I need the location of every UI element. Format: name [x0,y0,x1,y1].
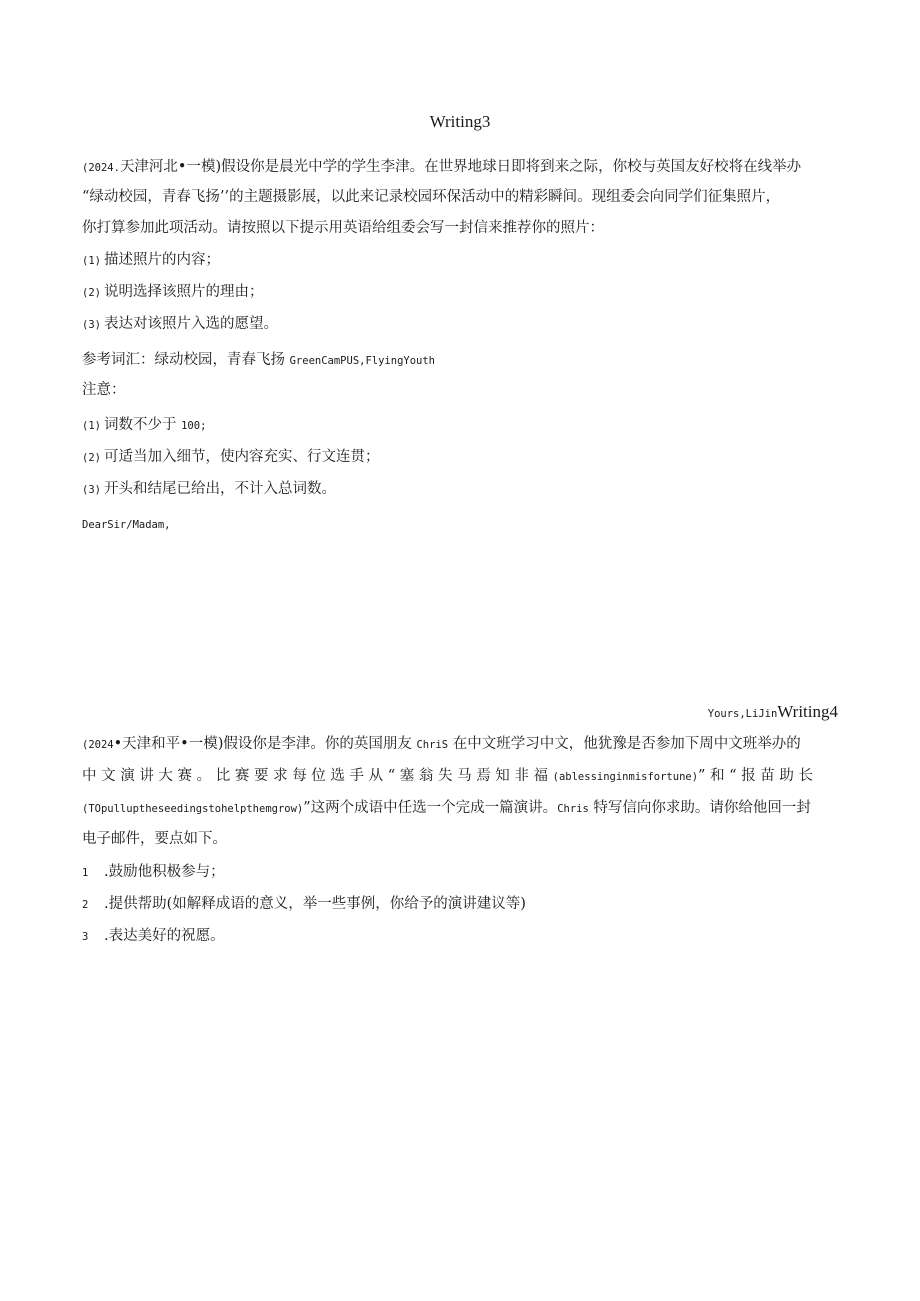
writing4-prompt-text-2b: ” 和 “ 报 苗 助 长 [698,768,814,784]
writing3-point-1 [82,249,842,272]
writing3-prompt-line-3: 你打算参加此项活动。请按照以下提示用英语给组委会写一封信来推荐你的照片： [82,220,604,236]
writing3-note-3 [82,478,842,501]
writing4-prompt-line-2 [82,765,842,788]
list-text: 词数不少于 [104,417,177,433]
list-number: (1) [82,255,101,267]
writing3-prompt-text-1: 天津河北•一模)假设你是晨光中学的学生李津。在世界地球日即将到来之际，你校与英国友好校将在线举办 [119,159,802,175]
word-count: 100; [181,420,207,432]
writing3-prompt-line-2: “绿动校园，青春飞扬’’的主题摄影展，以此来记录校园环保活动中的精彩瞬间。现组委会向同学们征集照片， [82,189,781,205]
list-text: .提供帮助(如解释成语的意义，举一些事例，你给予的演讲建议等) [104,896,526,912]
writing3-source-year: (2024. [82,162,120,174]
writing3-note-2 [82,446,842,469]
writing3-note-label: 注意： [82,382,126,398]
writing4-source-year: (2024 [82,739,114,751]
list-number: 3 [82,931,89,943]
vocab-english: GreenCamPUS,FlyingYouth [289,355,436,367]
writing4-prompt-line-1 [82,733,842,756]
friend-name: Chris [557,803,589,815]
list-number: 2 [82,899,89,911]
list-text: .鼓励他积极参与； [104,864,225,880]
list-text: .表达美好的祝愿。 [104,928,225,944]
writing4-prompt-text-3b: 特写信向你求助。请你给他回一封 [593,800,811,816]
vocab-label: 参考词汇：绿动校园，青春飞扬 [82,352,285,368]
writing4-point-2 [82,893,842,916]
list-number: 1 [82,867,89,879]
writing4-point-3 [82,925,842,948]
idiom-2-english: (TOpulluptheseedingstohelpthemgrow) [82,803,304,815]
writing4-prompt-text-3a: ”这两个成语中任选一个完成一篇演讲。 [303,800,558,816]
writing4-title: Writing4 [777,702,838,721]
list-number: (1) [82,420,101,432]
list-number: (2) [82,452,101,464]
writing4-point-1 [82,861,842,884]
writing3-vocab [82,349,842,372]
writing4-prompt-line-4: 电子邮件，要点如下。 [82,831,227,847]
list-text: 说明选择该照片的理由； [104,284,264,300]
writing4-prompt-line-3 [82,797,842,820]
list-text: 描述照片的内容； [104,252,220,268]
writing4-prompt-text-1b: 在中文班学习中文，他犹豫是否参加下周中文班举办的 [452,736,801,752]
list-number: (2) [82,287,101,299]
list-number: (3) [82,319,101,331]
writing3-title: Writing3 [429,112,491,131]
list-number: (3) [82,484,101,496]
friend-name: ChriS [416,739,449,751]
letter-closing: Yours,LiJin [707,708,778,720]
writing3-note-1 [82,414,842,437]
writing4-prompt-text-1: •天津和平•一模)假设你是李津。你的英国朋友 [113,736,412,752]
list-text: 表达对该照片入选的愿望。 [104,316,278,332]
closing-and-title [708,701,838,725]
writing3-point-2 [82,281,842,304]
letter-salutation: DearSir/Madam, [82,519,171,531]
list-text: 可适当加入细节，使内容充实、行文连贯； [104,449,380,465]
writing3-point-3 [82,313,842,336]
list-text: 开头和结尾已给出，不计入总词数。 [104,481,336,497]
writing3-prompt-line-1 [82,156,842,179]
writing4-prompt-text-2a: 中 文 演 讲 大 赛 。 比 赛 要 求 每 位 选 手 从 “ 塞 翁 失 马 焉 知 非 福 [82,768,549,784]
idiom-1-english: (ablessinginmisfortune) [552,771,699,783]
